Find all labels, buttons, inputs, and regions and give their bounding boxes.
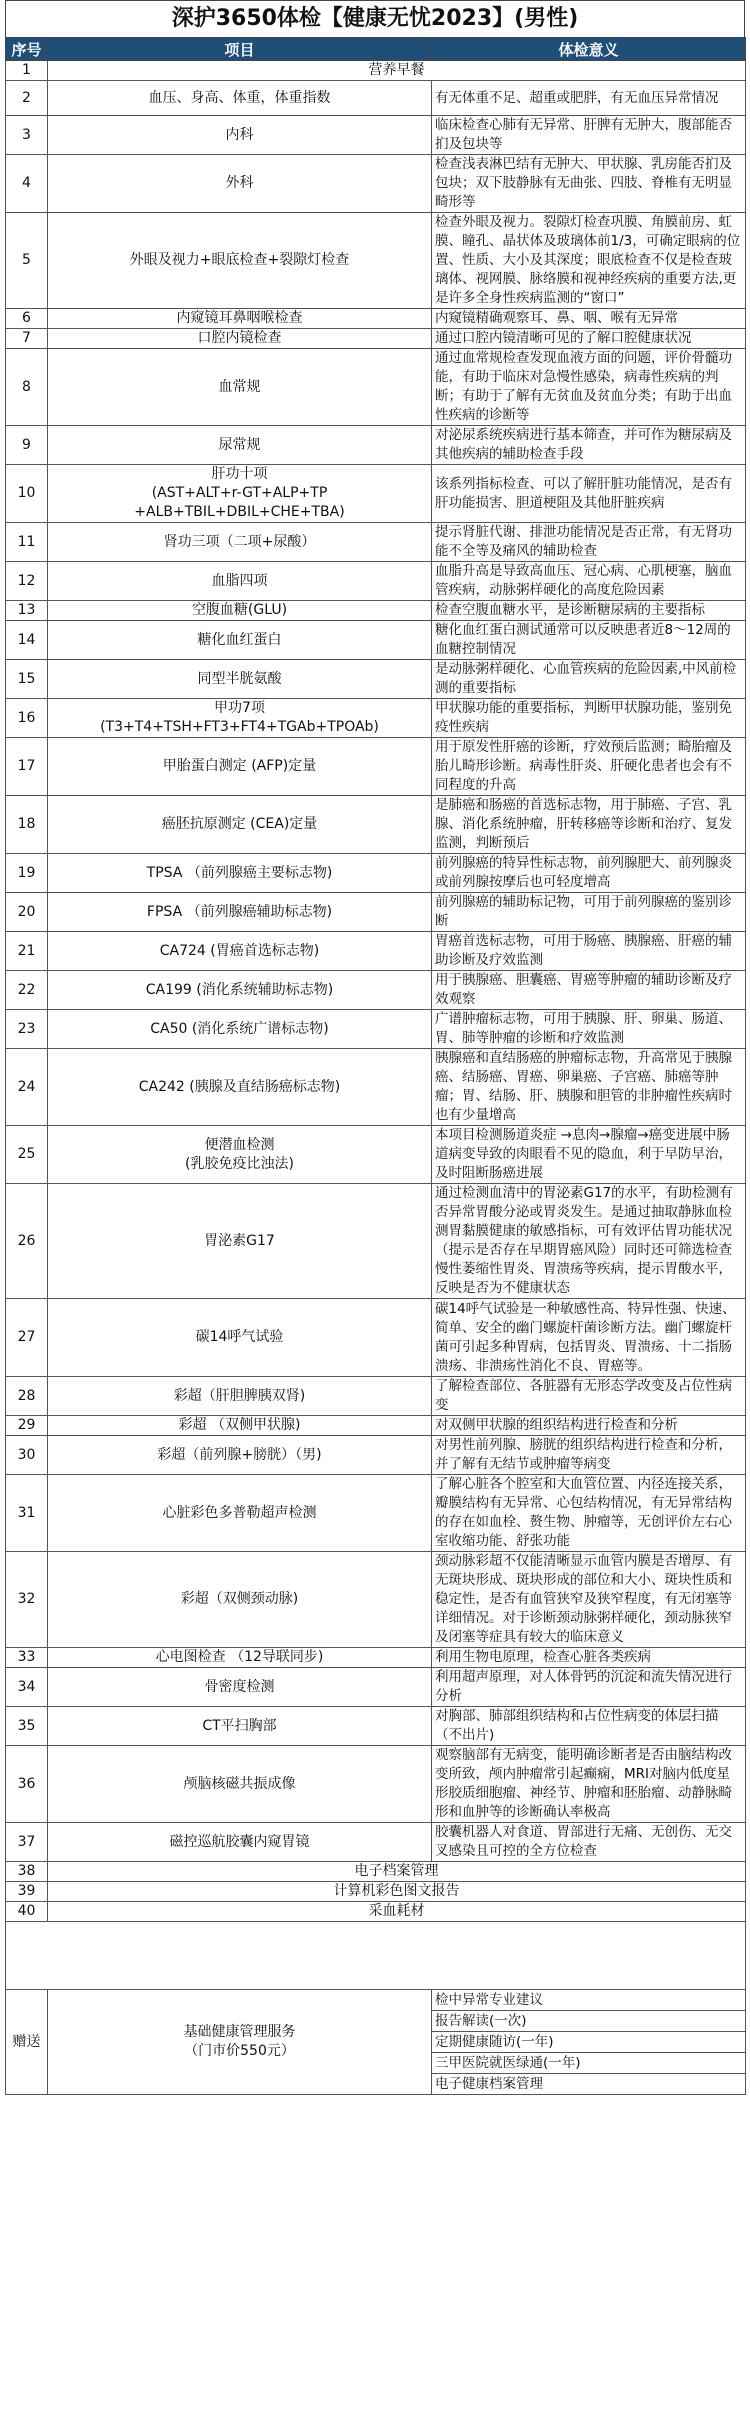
row-number: 32: [6, 1552, 48, 1648]
header-no: 序号: [6, 38, 48, 61]
row-item: 磁控巡航胶囊内窥胃镜: [48, 1823, 432, 1862]
row-item: 血压、身高、体重，体重指数: [48, 81, 432, 116]
table-row: [6, 1299, 746, 1377]
table-row: [6, 155, 746, 213]
table-row: [6, 1746, 746, 1823]
table-row: [6, 213, 746, 309]
row-meaning: 颈动脉彩超不仅能清晰显示血管内膜是否增厚、有无斑块形成、斑块形成的部位和大小、斑块性质和稳定性，是否有血管狭窄及狭窄程度，有无闭塞等详细情况。对于诊断颈动脉粥样硬化，颈动脉狭窄及闭塞等症具有较大的临床意义: [432, 1552, 746, 1648]
row-number: 13: [6, 601, 48, 621]
row-item: 彩超（肝胆脾胰双肾): [48, 1377, 432, 1416]
table-row: [6, 1436, 746, 1475]
row-number: 35: [6, 1707, 48, 1746]
row-item: 甲功7项 (T3+T4+TSH+FT3+FT4+TGAb+TPOAb): [48, 699, 432, 738]
row-meaning: 通过口腔内镜清晰可见的了解口腔健康状况: [432, 329, 746, 349]
row-meaning: 检查浅表淋巴结有无肿大、甲状腺、乳房能否扪及包块；双下肢静脉有无曲张、四肢、脊椎有无明显畸形等: [432, 155, 746, 213]
row-item: 口腔内镜检查: [48, 329, 432, 349]
table-row: [6, 1668, 746, 1707]
row-item: 外科: [48, 155, 432, 213]
row-item: 外眼及视力+眼底检查+裂隙灯检查: [48, 213, 432, 309]
row-meaning: 有无体重不足、超重或肥胖，有无血压异常情况: [432, 81, 746, 116]
row-meaning: 该系列指标检查、可以了解肝脏功能情况，是否有肝功能损害、胆道梗阻及其他肝脏疾病: [432, 465, 746, 523]
row-item: 胃泌素G17: [48, 1184, 432, 1299]
row-item: 空腹血糖(GLU): [48, 601, 432, 621]
table-row: [6, 854, 746, 893]
row-number: 25: [6, 1126, 48, 1184]
row-item: CA199 (消化系统辅助标志物): [48, 971, 432, 1010]
row-item: 肾功三项（二项+尿酸）: [48, 523, 432, 562]
row-number: 29: [6, 1416, 48, 1436]
row-number: 28: [6, 1377, 48, 1416]
row-item: 便潜血检测 (乳胶免疫比浊法): [48, 1126, 432, 1184]
row-item: 内窥镜耳鼻咽喉检查: [48, 309, 432, 329]
row-meaning: 通过检测血清中的胃泌素G17的水平，有助检测有否异常胃酸分泌或胃炎发生。是通过抽取静脉血检测胃黏膜健康的敏感指标，可有效评估胃功能状况（提示是否存在早期胃癌风险）同时还可筛选检查慢性萎缩性胃炎、胃溃疡等疾病，提示胃酸水平，反映是否为不健康状态: [432, 1184, 746, 1299]
table-row: [6, 1648, 746, 1668]
row-number: 15: [6, 660, 48, 699]
row-number: 10: [6, 465, 48, 523]
row-number: 22: [6, 971, 48, 1010]
table-row: [6, 1862, 746, 1882]
row-number: 4: [6, 155, 48, 213]
row-item: CA50 (消化系统广谱标志物): [48, 1010, 432, 1049]
row-number: 23: [6, 1010, 48, 1049]
row-number: 11: [6, 523, 48, 562]
row-item: 血脂四项: [48, 562, 432, 601]
row-number: 34: [6, 1668, 48, 1707]
row-item: 心脏彩色多普勒超声检测: [48, 1475, 432, 1552]
table-row: [6, 465, 746, 523]
row-meaning: 糖化血红蛋白测试通常可以反映患者近8～12周的血糖控制情况: [432, 621, 746, 660]
row-meaning: 检查外眼及视力。裂隙灯检查巩膜、角膜前房、虹膜、瞳孔、晶状体及玻璃体前1/3，可确定眼病的位置、性质、大小及其深度；眼底检查不仅是检查玻璃体、视网膜、脉络膜和视神经疾病的重要方法,更是许多全身性疾病监测的“窗口”: [432, 213, 746, 309]
row-item: 糖化血红蛋白: [48, 621, 432, 660]
table-row: [6, 699, 746, 738]
gift-item: 基础健康管理服务 （门市价550元）: [48, 1990, 432, 2095]
row-number: 24: [6, 1049, 48, 1126]
row-number: 33: [6, 1648, 48, 1668]
row-meaning: 胃癌首选标志物，可用于肠癌、胰腺癌、肝癌的辅助诊断及疗效监测: [432, 932, 746, 971]
row-number: 39: [6, 1882, 48, 1902]
exam-table: [5, 37, 746, 2095]
row-meaning: 胰腺癌和直结肠癌的肿瘤标志物，升高常见于胰腺癌、结肠癌、胃癌、卵巢癌、子宫癌、肺癌等肿瘤；胃、结肠、肝、胰腺和胆管的非肿瘤性疾病时也有少量增高: [432, 1049, 746, 1126]
row-meaning: 利用超声原理，对人体骨钙的沉淀和流失情况进行分析: [432, 1668, 746, 1707]
row-item: 内科: [48, 116, 432, 155]
row-number: 7: [6, 329, 48, 349]
row-number: 16: [6, 699, 48, 738]
row-number: 36: [6, 1746, 48, 1823]
row-meaning: 用于原发性肝癌的诊断，疗效预后监测；畸胎瘤及胎儿畸形诊断。病毒性肝炎、肝硬化患者也会有不同程度的升高: [432, 738, 746, 796]
table-row: [6, 426, 746, 465]
row-item: FPSA （前列腺癌辅助标志物): [48, 893, 432, 932]
table-row: [6, 738, 746, 796]
row-meaning: 对男性前列腺、膀胱的组织结构进行检查和分析，并了解有无结节或肿瘤等病变: [432, 1436, 746, 1475]
table-row: [6, 116, 746, 155]
row-number: 2: [6, 81, 48, 116]
header-item: 项目: [48, 38, 432, 61]
row-number: 1: [6, 61, 48, 81]
table-row: [6, 796, 746, 854]
row-number: 27: [6, 1299, 48, 1377]
row-item: 心电图检查 （12导联同步): [48, 1648, 432, 1668]
row-number: 6: [6, 309, 48, 329]
row-meaning: 利用生物电原理，检查心脏各类疾病: [432, 1648, 746, 1668]
table-row: [6, 329, 746, 349]
row-item: 颅脑核磁共振成像: [48, 1746, 432, 1823]
row-number: 37: [6, 1823, 48, 1862]
exam-sheet: [5, 0, 745, 2095]
table-row: [6, 1049, 746, 1126]
table-row: [6, 523, 746, 562]
table-row: [6, 349, 746, 426]
table-row: [6, 621, 746, 660]
row-meaning: 对泌尿系统疾病进行基本筛查，并可作为糖尿病及其他疾病的辅助检查手段: [432, 426, 746, 465]
page-title: 深护3650体检【健康无忧2023】(男性): [5, 0, 745, 37]
table-row: [6, 1475, 746, 1552]
row-number: 5: [6, 213, 48, 309]
row-meaning: 是肺癌和肠癌的首选标志物，用于肺癌、子宫、乳腺、消化系统肿瘤，肝转移癌等诊断和治疗、复发监测，判断预后: [432, 796, 746, 854]
table-row: [6, 1552, 746, 1648]
row-number: 26: [6, 1184, 48, 1299]
row-meaning: 检查空腹血糖水平，是诊断糖尿病的主要指标: [432, 601, 746, 621]
spacer-cell: [6, 1922, 746, 1990]
row-meaning: 用于胰腺癌、胆囊癌、胃癌等肿瘤的辅助诊断及疗效观察: [432, 971, 746, 1010]
row-number: 3: [6, 116, 48, 155]
row-number: 31: [6, 1475, 48, 1552]
row-number: 17: [6, 738, 48, 796]
row-meaning: 前列腺癌的特异性标志物，前列腺肥大、前列腺炎或前列腺按摩后也可轻度增高: [432, 854, 746, 893]
table-row: [6, 1416, 746, 1436]
row-number: 38: [6, 1862, 48, 1882]
gift-service: 检中异常专业建议: [432, 1990, 746, 2011]
row-item: 尿常规: [48, 426, 432, 465]
row-item: TPSA （前列腺癌主要标志物): [48, 854, 432, 893]
row-meaning: 提示肾脏代谢、排泄功能情况是否正常，有无肾功能不全等及痛风的辅助检查: [432, 523, 746, 562]
row-meaning: 前列腺癌的辅助标记物，可用于前列腺癌的鉴别诊断: [432, 893, 746, 932]
row-meaning: 本项目检测肠道炎症 →息肉→腺瘤→癌变进展中肠道病变导致的肉眼看不见的隐血，利于早防早治，及时阻断肠癌进展: [432, 1126, 746, 1184]
row-number: 19: [6, 854, 48, 893]
row-meaning: 内窥镜精确观察耳、鼻、咽、喉有无异常: [432, 309, 746, 329]
table-row: [6, 1184, 746, 1299]
row-meaning: 临床检查心肺有无异常、肝脾有无肿大，腹部能否扪及包块等: [432, 116, 746, 155]
gift-service: 电子健康档案管理: [432, 2074, 746, 2095]
row-number: 8: [6, 349, 48, 426]
row-item: 骨密度检测: [48, 1668, 432, 1707]
row-meaning: 甲状腺功能的重要指标，判断甲状腺功能，鉴别免疫性疾病: [432, 699, 746, 738]
row-item: 肝功十项 (AST+ALT+r-GT+ALP+TP +ALB+TBIL+DBIL+CHE+TBA): [48, 465, 432, 523]
row-item: CT平扫胸部: [48, 1707, 432, 1746]
row-number: 40: [6, 1902, 48, 1922]
row-number: 12: [6, 562, 48, 601]
row-number: 20: [6, 893, 48, 932]
row-meaning: 对胸部、肺部组织结构和占位性病变的体层扫描 （不出片): [432, 1707, 746, 1746]
table-row: [6, 1882, 746, 1902]
row-number: 18: [6, 796, 48, 854]
row-meaning: 对双侧甲状腺的组织结构进行检查和分析: [432, 1416, 746, 1436]
row-meaning: 观察脑部有无病变，能明确诊断者是否由脑结构改变所致，颅内肿瘤常引起癫痫，MRI对脑内低度星形胶质细胞瘤、神经节、肿瘤和胚胎瘤、动静脉畸形和血肿等的诊断确认率极高: [432, 1746, 746, 1823]
row-item: 血常规: [48, 349, 432, 426]
row-meaning: 碳14呼气试验是一种敏感性高、特异性强、快速、简单、安全的幽门螺旋杆菌诊断方法。幽门螺旋杆菌可引起多种胃病，包括胃炎、胃溃疡、十二指肠溃疡、非溃疡性消化不良、胃癌等。: [432, 1299, 746, 1377]
gift-service: 定期健康随访(一年): [432, 2032, 746, 2053]
row-item: 彩超（双侧颈动脉): [48, 1552, 432, 1648]
table-row: [6, 1126, 746, 1184]
row-meaning: 血脂升高是导致高血压、冠心病、心肌梗塞，脑血管疾病，动脉粥样硬化的高度危险因素: [432, 562, 746, 601]
table-row: [6, 1707, 746, 1746]
table-row: [6, 893, 746, 932]
row-meaning: 是动脉粥样硬化、心血管疾病的危险因素,中风前检测的重要指标: [432, 660, 746, 699]
table-row: [6, 1902, 746, 1922]
table-row: [6, 61, 746, 81]
gift-service: 报告解读(一次): [432, 2011, 746, 2032]
table-row: [6, 309, 746, 329]
row-meaning: 通过血常规检查发现血液方面的问题，评价骨髓功能，有助于临床对急慢性感染，病毒性疾病的判断；有助于了解有无贫血及贫血分类；有助于出血性疾病的诊断等: [432, 349, 746, 426]
table-row: [6, 932, 746, 971]
table-row: [6, 562, 746, 601]
table-row: [6, 971, 746, 1010]
row-item: 计算机彩色图文报告: [48, 1882, 746, 1902]
gift-row: [6, 1990, 746, 2011]
row-item: 彩超（前列腺+膀胱）（男): [48, 1436, 432, 1475]
header-meaning: 体检意义: [432, 38, 746, 61]
row-item: 甲胎蛋白测定 (AFP)定量: [48, 738, 432, 796]
table-row: [6, 81, 746, 116]
row-item: 癌胚抗原测定 (CEA)定量: [48, 796, 432, 854]
table-row: [6, 601, 746, 621]
table-row: [6, 1010, 746, 1049]
row-number: 30: [6, 1436, 48, 1475]
spacer-row: [6, 1922, 746, 1990]
row-meaning: 胶囊机器人对食道、胃部进行无痛、无创伤、无交叉感染且可控的全方位检查: [432, 1823, 746, 1862]
row-item: 碳14呼气试验: [48, 1299, 432, 1377]
row-meaning: 了解心脏各个腔室和大血管位置、内径连接关系，瓣膜结构有无异常、心包结构情况，有无异常结构的存在如血栓、赘生物、肿瘤等，无创评价左右心室收缩功能、舒张功能: [432, 1475, 746, 1552]
table-row: [6, 1823, 746, 1862]
row-item: 电子档案管理: [48, 1862, 746, 1882]
row-item: CA724 (胃癌首选标志物): [48, 932, 432, 971]
row-meaning: 广谱肿瘤标志物，可用于胰腺、肝、卵巢、肠道、胃、肺等肿瘤的诊断和疗效监测: [432, 1010, 746, 1049]
table-header-row: [6, 38, 746, 61]
gift-service: 三甲医院就医绿通(一年): [432, 2053, 746, 2074]
row-number: 14: [6, 621, 48, 660]
table-row: [6, 660, 746, 699]
gift-label: 赠送: [6, 1990, 48, 2095]
row-number: 21: [6, 932, 48, 971]
row-item: 采血耗材: [48, 1902, 746, 1922]
row-item: 营养早餐: [48, 61, 746, 81]
table-row: [6, 1377, 746, 1416]
row-item: CA242 (胰腺及直结肠癌标志物): [48, 1049, 432, 1126]
row-item: 同型半胱氨酸: [48, 660, 432, 699]
row-item: 彩超 （双侧甲状腺): [48, 1416, 432, 1436]
row-meaning: 了解检查部位、各脏器有无形态学改变及占位性病变: [432, 1377, 746, 1416]
row-number: 9: [6, 426, 48, 465]
